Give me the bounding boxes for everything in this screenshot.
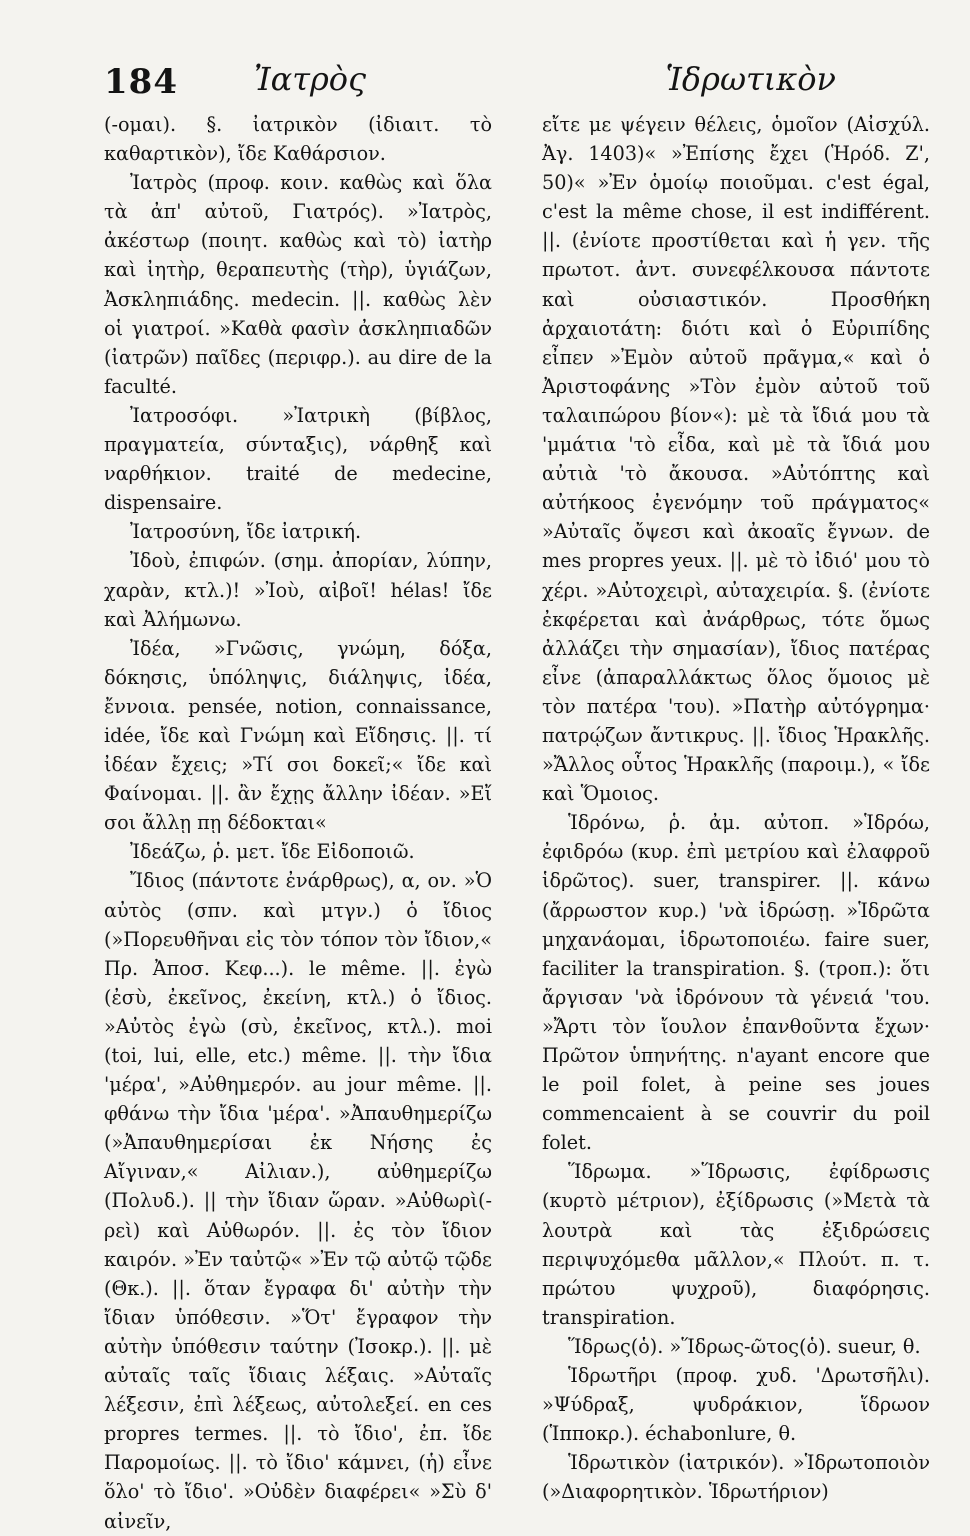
entry-paragraph: Ἰατροσύνη, ἴδε ἰατρική. (130, 520, 362, 544)
entry-paragraph: (-ομαι). §. ἰατρικὸν (ἰδιαιτ. τὸ καθαρτικὸν), ἴδε Καθάρσιον. (104, 113, 492, 166)
left-guide-word: Ἰατρὸς (254, 60, 366, 98)
entry-paragraph: εἴτε με ψέγειν θέλεις, ὁμοῖον (Αἰσχύλ. Ἀγ. 1403)« »Ἐπίσης ἔχει (Ἡρόδ. Ζ', 50)« »Ἐν ὁμοίῳ ποιοῦμαι. c'est égal, c'est la même chose, il est indifférent. ||. (ἐνίοτε προστίθεται καὶ ἡ γεν. τῆς πρωτοτ. ἀντ. συνεφέλκουσα πάντοτε καὶ οὐσιαστικόν. Προσθήκη ἀρχαιοτάτη: διότι καὶ ὁ Εὐριπίδης εἶπεν »Ἐμὸν αὐτοῦ πρᾶγμα,« καὶ ὁ Ἀριστοφάνης »Τὸν ἐμὸν αὐτοῦ τοῦ ταλαιπώρου βίον«): μὲ τὰ ἴδιά μου τὰ 'μμάτια 'τὸ εἶδα, καὶ μὲ τὰ ἴδιά μου αὐτιὰ 'τὸ ἄκουσα. »Αὐτόπτης καὶ αὐτήκοος ἐγενόμην τοῦ πράγματος« »Αὐταῖς ὄψεσι καὶ ἀκοαῖς ἔγνων. de mes propres yeux. ||. μὲ τὸ ἰδιό' μου τὸ χέρι. »Αὐτοχειρὶ, αὐταχειρία. §. (ἐνίοτε ἐκφέρεται καὶ ἀνάρθρως, τότε ὅμως ἀλλάζει τὴν σημασίαν), ἴδιος πατέρας εἶνε (ἀπαραλλάκτως ὅλος ὅμοιος μὲ τὸν πατέρα 'του). »Πατὴρ αὐτόγρημα· πατρῴζων ἄντικρυς. ||. ἴδιος Ἡρακλῆς. »Ἄλλος οὗτος Ἡρακλῆς (παροιμ.), « ἴδε καὶ Ὅμοιος. (542, 113, 930, 806)
entry-paragraph: Ἰατροσόφι. »Ἰατρικὴ (βίβλος, πραγματεία, σύνταξις), νάρθηξ καὶ ναρθήκιον. traité de medecine, dispensaire. (104, 403, 492, 515)
entry-paragraph: Ἱδρωτῆρι (προφ. χυδ. 'Δρωτσῆλι). »Ψύδραξ, ψυδράκιον, ἵδρωον (Ἱπποκρ.). échabonlure, θ. (542, 1364, 930, 1446)
entry-paragraph: Ἰδέα, »Γνῶσις, γνώμη, δόξα, δόκησις, ὑπόληψις, διάληψις, ἰδέα, ἔννοια. pensée, notion, connaissance, idée, ἴδε καὶ Γνώμη καὶ Εἴδησις. ||. τί ἰδέαν ἔχεις; »Τί σοι δοκεῖ;« ἴδε καὶ Φαίνομαι. ||. ἂν ἔχῃς ἄλλην ἰδέαν. »Εἴ σοι ἄλλῃ πῃ δέδοκται« (104, 636, 492, 835)
entry-paragraph: Ἱδρωτικὸν (ἰατρικόν). »Ἱδρωτοποιὸν (»Διαφορητικὸν. Ἱδρωτήριον) (542, 1451, 930, 1504)
left-column (104, 110, 492, 1536)
entry-paragraph: Ἵδρως(ὁ). »Ἵδρως-ῶτος(ὁ). sueur, θ. (568, 1334, 921, 1358)
entry-paragraph: Ἵδρωμα. »Ἵδρωσις, ἐφίδρωσις (κυρτὸ μέτριον), ἐξίδρωσις (»Μετὰ τὰ λουτρὰ καὶ τὰς ἐξιδρώσεις περιψυχόμεθα μᾶλλον,« Πλούτ. π. τ. πρώτου ψυχροῦ), διαφόρησις. transpiration. (542, 1160, 930, 1329)
entry-paragraph: Ἱδρόνω, ῥ. ἀμ. αὐτοπ. »Ἱδρόω, ἐφιδρόω (κυρ. ἐπὶ μετρίου καὶ ἐλαφροῦ ἱδρῶτος). suer, transpirer. ||. κάνω (ἄρρωστον κυρ.) 'νὰ ἱδρώσῃ. »Ἱδρῶτα μηχανάομαι, ἱδρωτοποιέω. faire suer, faciliter la transpiration. §. (τροπ.): ὅτι ἄργισαν 'νὰ ἱδρόνουν τὰ γένειά 'του. »Ἄρτι τὸν ἴουλον ἐπανθοῦντα ἔχων· Πρῶτον ὑπηνήτης. n'ayant encore que le poil folet, à peine ses joues commencaient à se couvrir du poil folet. (542, 811, 930, 1155)
right-guide-word: Ἱδρωτικὸν (665, 60, 836, 98)
text-columns (104, 110, 930, 1536)
entry-paragraph: Ἰατρὸς (προφ. κοιν. καθὼς καὶ ὅλα τὰ ἀπ' αὐτοῦ, Γιατρός). »Ἰατρὸς, ἀκέστωρ (ποιητ. καθὼς καὶ τὸ) ἰατὴρ καὶ ἰητὴρ, θεραπευτὴς (τὴρ), ὑγιάζων, Ἀσκληπιάδης. medecin. ||. καθὼς λὲν οἱ γιατροί. »Καθὰ φασὶν ἀσκληπιαδῶν (ἰατρῶν) παῖδες (περιφρ.). au dire de la faculté. (104, 171, 492, 398)
page-header (104, 48, 926, 110)
entry-paragraph: Ἰδεάζω, ῥ. μετ. ἴδε Εἰδοποιῶ. (130, 840, 415, 864)
right-column (542, 110, 930, 1536)
entry-paragraph: Ἰδοὺ, ἐπιφών. (σημ. ἀπορίαν, λύπην, χαρὰν, κτλ.)! »Ἰοὺ, αἰβοῖ! hélas! ἴδε καὶ Ἀλήμωνω. (104, 549, 492, 631)
page-number: 184 (104, 62, 178, 102)
entry-paragraph: Ἴδιος (πάντοτε ἐνάρθρως), α, ον. »Ὁ αὐτὸς (σπν. καὶ μτγν.) ὁ ἴδιος (»Πορευθῆναι εἰς τὸν τόπον τὸν ἴδιον,« Πρ. Ἀποσ. Κεφ...). le même. ||. ἐγὼ (ἐσὺ, ἐκεῖνος, ἐκείνη, κτλ.) ὁ ἴδιος. »Αὐτὸς ἐγὼ (σὺ, ἐκεῖνος, κτλ.). moi (toi, lui, elle, etc.) même. ||. τὴν ἴδια 'μέρα', »Αὐθημερόν. au jour même. ||. φθάνω τὴν ἴδια 'μέρα'. »Ἀπαυθημερίζω (»Ἀπαυθημερίσαι ἐκ Νήσης ἐς Αἴγιναν,« Αἰλιαν.), αὐθημερίζω (Πολυδ.). || τὴν ἴδιαν ὥραν. »Αὐθωρὶ(-ρεὶ) καὶ Αὐθωρόν. ||. ἐς τὸν ἴδιον καιρόν. »Ἐν ταὐτῷ« »Ἐν τῷ αὐτῷ τῷδε (Θκ.). ||. ὅταν ἔγραφα δι' αὐτὴν τὴν ἴδιαν ὑπόθεσιν. »Ὅτ' ἔγραφον τὴν αὐτὴν ὑπόθεσιν ταύτην (Ἰσοκρ.). ||. μὲ αὐταῖς ταῖς ἴδιαις λέξαις. »Αὐταῖς λέξεσιν, ἐπὶ λέξεως, αὐτολεξεί. en ces propres termes. ||. τὸ ἴδιο', ἐπ. ἴδε Παρομοίως. ||. τὸ ἴδιο' κάμνει, (ἡ) εἶνε ὅλο' τὸ ἴδιο'. »Οὐδὲν διαφέρει« »Σὺ δ' αἰνεῖν, (104, 869, 492, 1533)
